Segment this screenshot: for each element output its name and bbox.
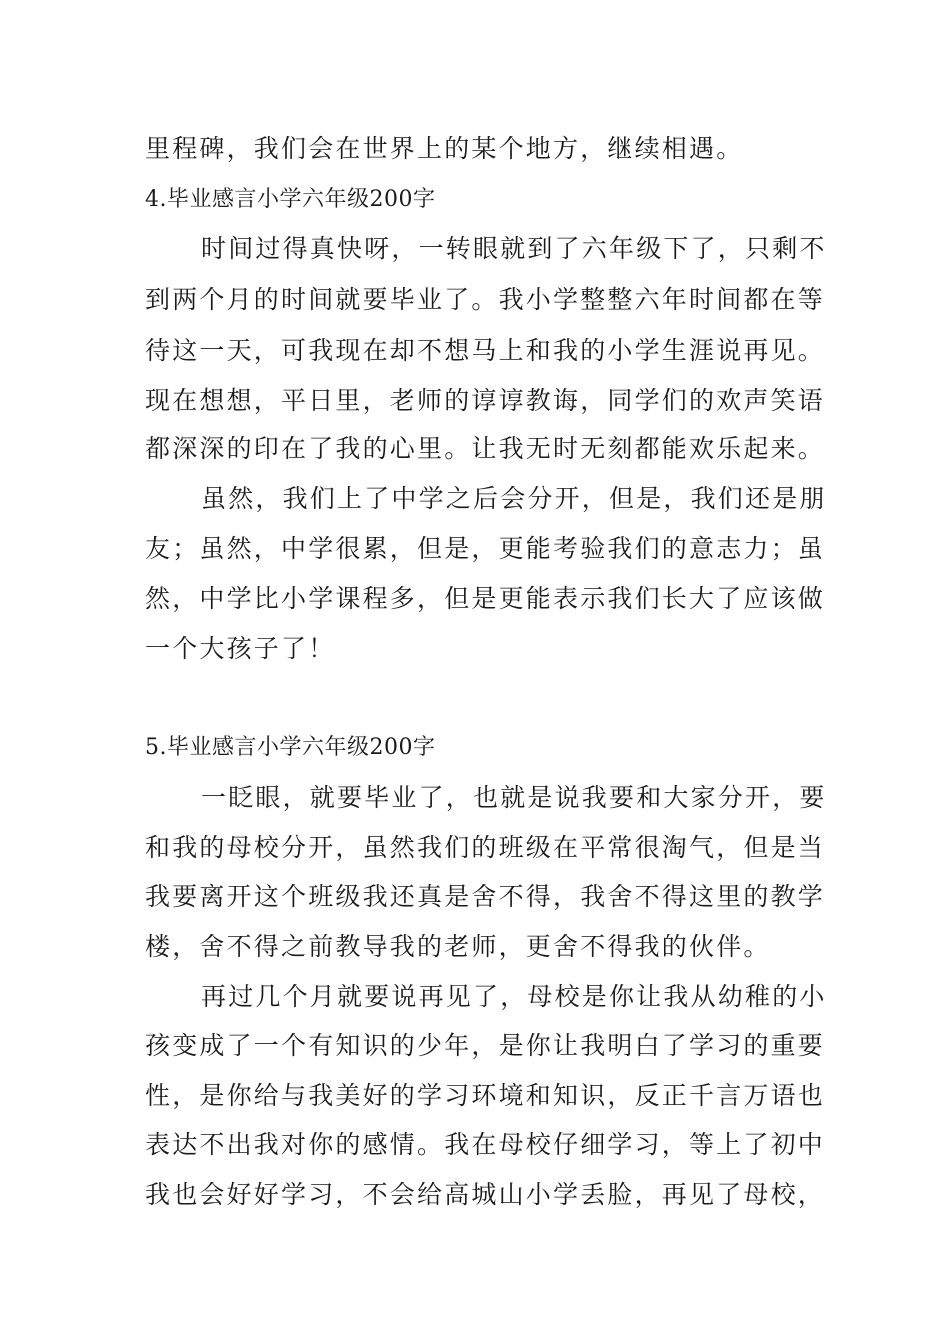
section-heading-4: 4.毕业感言小学六年级200字 bbox=[145, 187, 436, 212]
paragraph-line: 时间过得真快呀，一转眼就到了六年级下了，只剩不 bbox=[201, 234, 827, 263]
paragraph-line: 一个大孩子了！ bbox=[145, 634, 336, 663]
paragraph-line: 表达不出我对你的感情。我在母校仔细学习，等上了初中 bbox=[145, 1130, 826, 1159]
paragraph-line: 都深深的印在了我的心里。让我无时无刻都能欢乐起来。 bbox=[145, 434, 826, 463]
paragraph-line: 友；虽然，中学很累，但是，更能考验我们的意志力；虽 bbox=[145, 534, 826, 563]
paragraph-line: 我也会好好学习，不会给高城山小学丢脸，再见了母校， bbox=[145, 1180, 826, 1209]
paragraph-line: 然，中学比小学课程多，但是更能表示我们长大了应该做 bbox=[145, 584, 826, 613]
paragraph-line: 和我的母校分开，虽然我们的班级在平常很淘气，但是当 bbox=[145, 833, 826, 862]
paragraph-line: 再过几个月就要说再见了，母校是你让我从幼稚的小 bbox=[201, 982, 827, 1011]
paragraph-line: 性，是你给与我美好的学习环境和知识，反正千言万语也 bbox=[145, 1081, 826, 1110]
paragraph-line: 一眨眼，就要毕业了，也就是说我要和大家分开，要 bbox=[201, 783, 827, 812]
paragraph-line: 虽然，我们上了中学之后会分开，但是，我们还是朋 bbox=[201, 484, 827, 513]
paragraph-line: 现在想想，平日里，老师的谆谆教诲，同学们的欢声笑语 bbox=[145, 386, 826, 415]
paragraph-line: 我要离开这个班级我还真是舍不得，我舍不得这里的教学 bbox=[145, 882, 826, 911]
paragraph-line: 孩变成了一个有知识的少年，是你让我明白了学习的重要 bbox=[145, 1031, 826, 1060]
section-heading-5: 5.毕业感言小学六年级200字 bbox=[145, 735, 436, 760]
paragraph-line: 楼，舍不得之前教导我的老师，更舍不得我的伙伴。 bbox=[145, 932, 771, 961]
paragraph-line: 到两个月的时间就要毕业了。我小学整整六年时间都在等 bbox=[145, 285, 826, 314]
text-line: 里程碑，我们会在世界上的某个地方，继续相遇。 bbox=[145, 134, 744, 163]
paragraph-line: 待这一天，可我现在却不想马上和我的小学生涯说再见。 bbox=[145, 336, 826, 365]
